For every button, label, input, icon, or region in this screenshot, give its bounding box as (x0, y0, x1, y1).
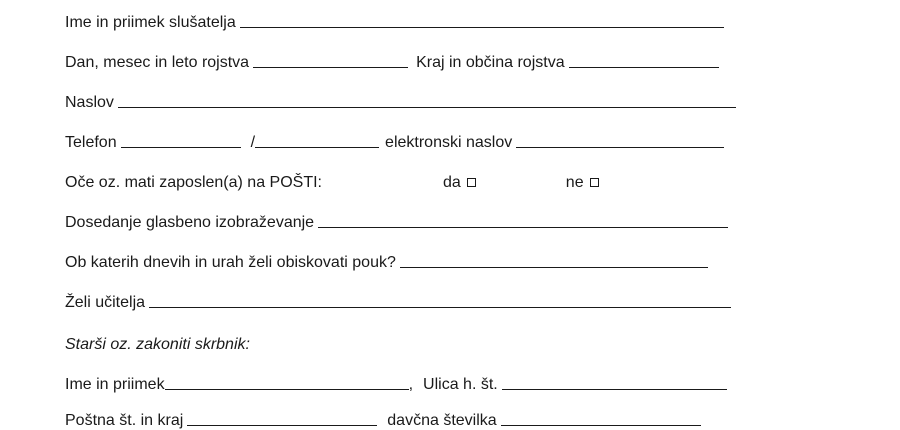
email-label: elektronski naslov (385, 134, 513, 151)
student-name-field[interactable] (240, 26, 724, 28)
prior-education-row (65, 208, 728, 232)
prior-education-field[interactable] (318, 226, 728, 228)
birth-place-label: Kraj in občina rojstva (416, 54, 565, 71)
birth-date-label: Dan, mesec in leto rojstva (65, 54, 250, 71)
no-checkbox[interactable] (590, 178, 599, 187)
tax-number-label: davčna številka (387, 412, 497, 429)
phone-separator: / (250, 134, 256, 151)
no-label: ne (565, 174, 584, 191)
address-row (65, 88, 736, 112)
yes-checkbox[interactable] (467, 178, 476, 187)
lesson-time-row (65, 248, 708, 272)
address-field[interactable] (118, 106, 736, 108)
parent-employed-row (65, 168, 599, 192)
postal-label: Poštna št. in kraj (65, 412, 184, 429)
teacher-label: Želi učitelja (65, 294, 146, 311)
lesson-time-label: Ob katerih dnevih in urah želi obiskovati pouk? (65, 254, 396, 271)
street-label: Ulica h. št. (423, 376, 498, 393)
prior-education-label: Dosedanje glasbeno izobraževanje (65, 214, 315, 231)
email-field[interactable] (516, 146, 724, 148)
phone-field-1[interactable] (121, 146, 241, 148)
street-field[interactable] (502, 388, 727, 390)
guardian-name-field[interactable] (165, 388, 409, 390)
birth-place-field[interactable] (569, 66, 719, 68)
guardian-row (65, 370, 727, 394)
parent-employed-label: Oče oz. mati zaposlen(a) na POŠTI: (65, 174, 322, 191)
phone-row (65, 128, 724, 152)
teacher-field[interactable] (149, 306, 731, 308)
birth-date-field[interactable] (253, 66, 408, 68)
phone-field-2[interactable] (255, 146, 379, 148)
birth-row (65, 48, 719, 72)
yes-label: da (443, 174, 461, 191)
guardian-heading: Starši oz. zakoniti skrbnik: (65, 336, 250, 353)
postal-row (65, 406, 701, 430)
tax-number-field[interactable] (501, 424, 701, 426)
guardian-name-separator: , (408, 376, 414, 393)
student-name-label: Ime in priimek slušatelja (65, 14, 236, 31)
teacher-row (65, 288, 731, 312)
guardian-name-label: Ime in priimek (65, 376, 165, 393)
lesson-time-field[interactable] (400, 266, 708, 268)
student-name-row (65, 8, 724, 32)
phone-label: Telefon (65, 134, 117, 151)
postal-field[interactable] (187, 424, 377, 426)
guardian-heading-row (65, 330, 254, 354)
address-label: Naslov (65, 94, 114, 111)
